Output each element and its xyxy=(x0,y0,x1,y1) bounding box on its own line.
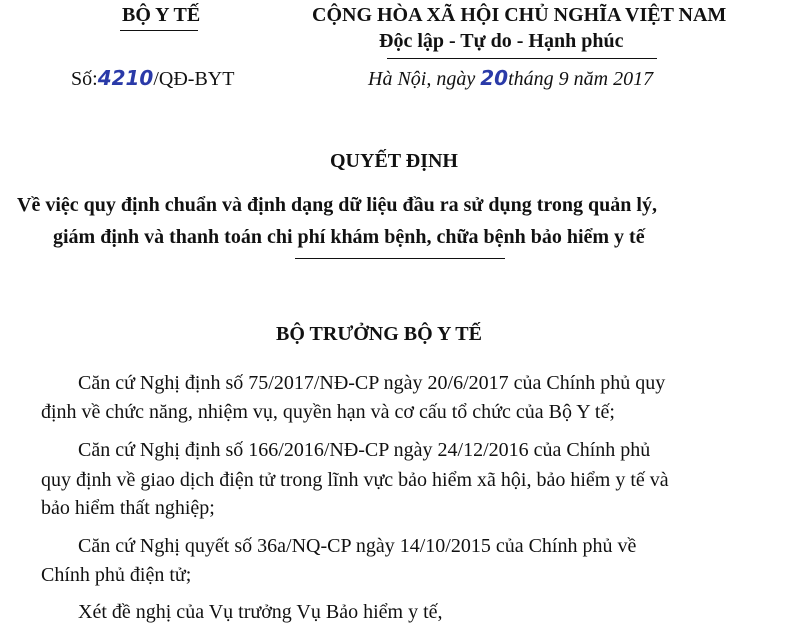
paragraph-1-line-2: định về chức năng, nhiệm vụ, quyền hạn và cơ cấu tổ chức của Bộ Y tế; xyxy=(41,401,615,423)
motto-underline xyxy=(387,58,657,59)
date-suffix: tháng 9 năm 2017 xyxy=(508,68,654,90)
subject-line-2: giám định và thanh toán chi phí khám bệnh, chữa bệnh bảo hiểm y tế xyxy=(53,226,645,248)
ministry-underline xyxy=(120,30,198,31)
handwritten-number: 4210 xyxy=(97,66,154,90)
paragraph-2-line-2: quy định về giao dịch điện tử trong lĩnh vực bảo hiểm xã hội, bảo hiểm y tế và xyxy=(41,469,669,491)
paragraph-4-line-1: Xét đề nghị của Vụ trưởng Vụ Bảo hiểm y tế, xyxy=(78,601,443,623)
national-motto: Độc lập - Tự do - Hạnh phúc xyxy=(379,30,624,52)
paragraph-1-line-1: Căn cứ Nghị định số 75/2017/NĐ-CP ngày 20/6/2017 của Chính phủ quy xyxy=(78,372,666,394)
subject-line-1: Về việc quy định chuẩn và định dạng dữ liệu đầu ra sử dụng trong quản lý, xyxy=(17,194,657,216)
document-title: QUYẾT ĐỊNH xyxy=(330,150,458,172)
paragraph-3-line-1: Căn cứ Nghị quyết số 36a/NQ-CP ngày 14/10/2015 của Chính phủ về xyxy=(78,535,637,557)
country-name: CỘNG HÒA XÃ HỘI CHỦ NGHĨA VIỆT NAM xyxy=(312,4,727,26)
number-prefix: Số: xyxy=(71,68,98,90)
number-suffix: /QĐ-BYT xyxy=(153,68,235,90)
issue-date xyxy=(368,66,653,91)
ministry-name: BỘ Y TẾ xyxy=(122,4,201,26)
authority-heading: BỘ TRƯỞNG BỘ Y TẾ xyxy=(276,323,482,345)
paragraph-2-line-3: bảo hiểm thất nghiệp; xyxy=(41,497,215,519)
document-number xyxy=(71,66,234,91)
paragraph-2-line-1: Căn cứ Nghị định số 166/2016/NĐ-CP ngày 24/12/2016 của Chính phủ xyxy=(78,439,651,461)
paragraph-3-line-2: Chính phủ điện tử; xyxy=(41,564,192,586)
date-prefix: Hà Nội, ngày xyxy=(368,68,481,90)
handwritten-day: 20 xyxy=(480,66,509,90)
subject-underline xyxy=(295,258,505,259)
